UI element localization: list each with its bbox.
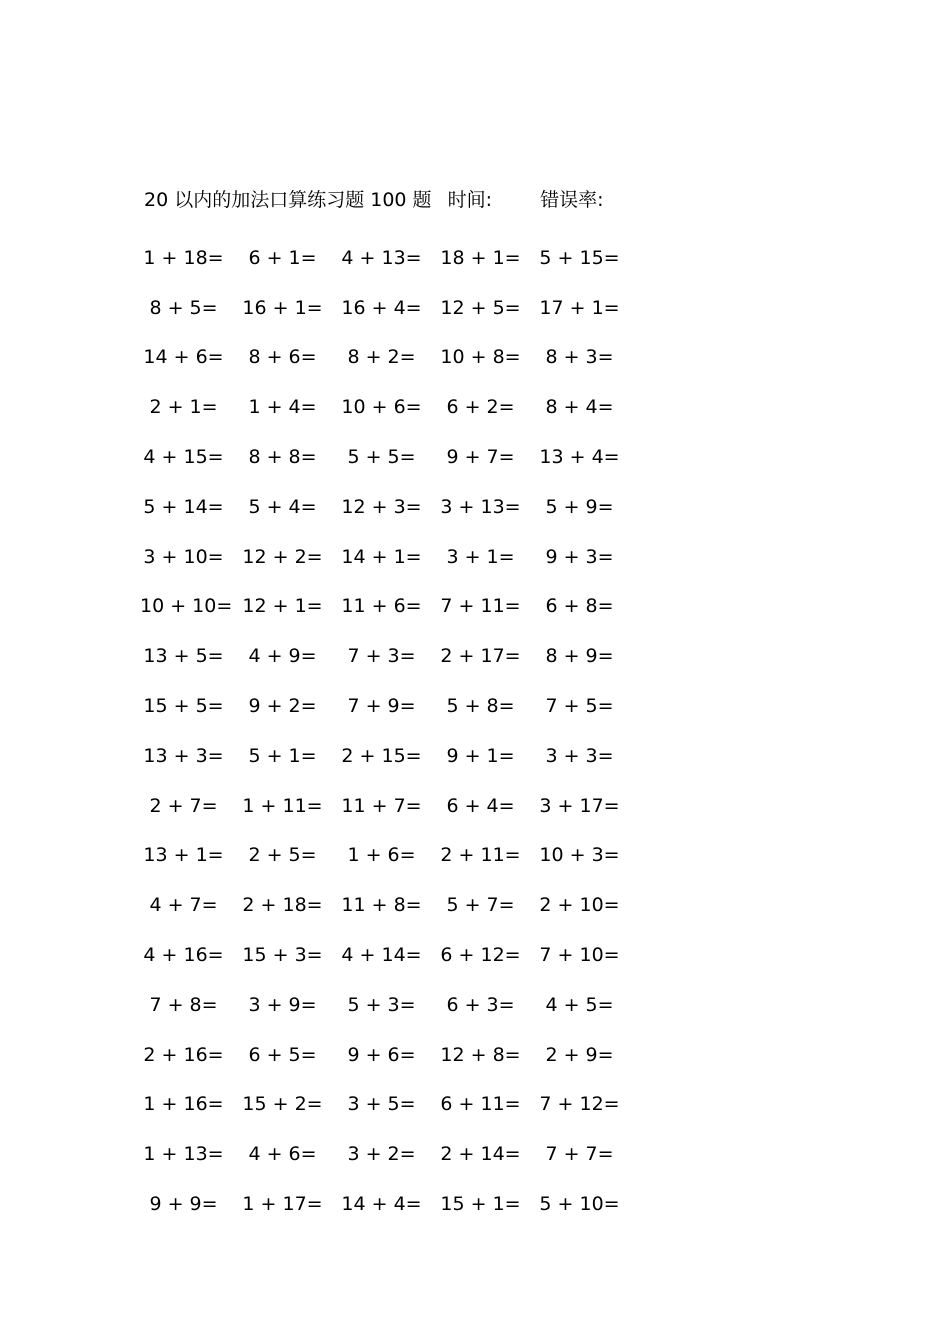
problem-cell: 15 + 1=	[440, 1193, 521, 1216]
problem-cell: 4 + 9=	[248, 645, 317, 668]
problem-cell: 1 + 13=	[143, 1143, 224, 1166]
problem-cell: 5 + 7=	[446, 894, 515, 917]
problem-cell: 12 + 8=	[440, 1043, 521, 1066]
problem-cell: 5 + 9=	[545, 495, 614, 518]
problem-cell: 6 + 12=	[440, 944, 521, 967]
problem-cell: 4 + 15=	[143, 446, 224, 469]
problem-cell: 5 + 15=	[539, 246, 620, 269]
problem-cell: 4 + 5=	[545, 993, 614, 1016]
problem-cell: 7 + 7=	[545, 1143, 614, 1166]
problem-cell: 8 + 6=	[248, 346, 317, 369]
problem-cell: 10 + 10=	[140, 595, 233, 618]
problem-cell: 1 + 16=	[143, 1093, 224, 1116]
problem-cell: 3 + 2=	[347, 1143, 416, 1166]
worksheet-title: 20 以内的加法口算练习题 100 题	[144, 189, 432, 211]
problem-cell: 9 + 1=	[446, 744, 515, 767]
problem-cell: 5 + 14=	[143, 495, 224, 518]
problem-cell: 4 + 6=	[248, 1143, 317, 1166]
problem-cell: 7 + 12=	[539, 1093, 620, 1116]
problem-cell: 7 + 5=	[545, 695, 614, 718]
problem-cell: 9 + 2=	[248, 695, 317, 718]
problem-cell: 1 + 17=	[242, 1193, 323, 1216]
problem-cell: 9 + 7=	[446, 446, 515, 469]
problem-cell: 15 + 3=	[242, 944, 323, 967]
problem-cell: 16 + 4=	[341, 296, 422, 319]
problem-cell: 18 + 1=	[440, 246, 521, 269]
problem-cell: 2 + 16=	[143, 1043, 224, 1066]
problem-row	[140, 482, 640, 532]
problem-cell: 10 + 3=	[539, 844, 620, 867]
problem-cell: 9 + 3=	[545, 545, 614, 568]
problem-cell: 6 + 3=	[446, 993, 515, 1016]
problem-cell: 5 + 8=	[446, 695, 515, 718]
problem-cell: 10 + 8=	[440, 346, 521, 369]
problem-cell: 6 + 1=	[248, 246, 317, 269]
problem-cell: 2 + 18=	[242, 894, 323, 917]
problem-cell: 8 + 5=	[149, 296, 218, 319]
problem-cell: 7 + 11=	[440, 595, 521, 618]
problem-cell: 3 + 13=	[440, 495, 521, 518]
problem-cell: 17 + 1=	[539, 296, 620, 319]
problem-row	[140, 333, 640, 383]
problem-row	[140, 781, 640, 831]
problem-cell: 6 + 4=	[446, 794, 515, 817]
problem-cell: 2 + 5=	[248, 844, 317, 867]
problem-cell: 13 + 5=	[143, 645, 224, 668]
problem-row	[140, 532, 640, 582]
problem-cell: 1 + 6=	[347, 844, 416, 867]
problem-cell: 2 + 17=	[440, 645, 521, 668]
problem-row	[140, 1179, 640, 1229]
problem-cell: 11 + 8=	[341, 894, 422, 917]
problem-cell: 7 + 3=	[347, 645, 416, 668]
problem-cell: 5 + 3=	[347, 993, 416, 1016]
problem-cell: 6 + 5=	[248, 1043, 317, 1066]
problem-cell: 15 + 5=	[143, 695, 224, 718]
problem-cell: 7 + 10=	[539, 944, 620, 967]
problem-cell: 15 + 2=	[242, 1093, 323, 1116]
problem-cell: 11 + 6=	[341, 595, 422, 618]
problem-row	[140, 1030, 640, 1080]
problem-cell: 1 + 4=	[248, 396, 317, 419]
problem-row	[140, 731, 640, 781]
problem-cell: 3 + 5=	[347, 1093, 416, 1116]
problem-cell: 9 + 9=	[149, 1193, 218, 1216]
problem-cell: 6 + 2=	[446, 396, 515, 419]
problem-cell: 8 + 2=	[347, 346, 416, 369]
problem-cell: 1 + 18=	[143, 246, 224, 269]
problem-row	[140, 681, 640, 731]
problem-cell: 2 + 7=	[149, 794, 218, 817]
problem-cell: 1 + 11=	[242, 794, 323, 817]
problem-cell: 2 + 14=	[440, 1143, 521, 1166]
problem-cell: 3 + 1=	[446, 545, 515, 568]
problem-cell: 9 + 6=	[347, 1043, 416, 1066]
problem-cell: 8 + 8=	[248, 446, 317, 469]
problem-cell: 2 + 15=	[341, 744, 422, 767]
problem-cell: 12 + 2=	[242, 545, 323, 568]
problem-cell: 3 + 3=	[545, 744, 614, 767]
problem-row	[140, 980, 640, 1030]
problem-cell: 5 + 4=	[248, 495, 317, 518]
problem-cell: 16 + 1=	[242, 296, 323, 319]
problem-cell: 14 + 4=	[341, 1193, 422, 1216]
problem-grid	[140, 233, 640, 1229]
problem-row	[140, 930, 640, 980]
problem-cell: 4 + 14=	[341, 944, 422, 967]
problem-cell: 12 + 1=	[242, 595, 323, 618]
problem-cell: 11 + 7=	[341, 794, 422, 817]
problem-cell: 4 + 13=	[341, 246, 422, 269]
problem-cell: 8 + 3=	[545, 346, 614, 369]
problem-row	[140, 233, 640, 283]
time-label: 时间:	[447, 189, 493, 211]
problem-row	[140, 1129, 640, 1179]
problem-cell: 3 + 10=	[143, 545, 224, 568]
problem-cell: 14 + 6=	[143, 346, 224, 369]
problem-cell: 8 + 9=	[545, 645, 614, 668]
problem-row	[140, 1080, 640, 1130]
problem-cell: 2 + 1=	[149, 396, 218, 419]
problem-cell: 12 + 5=	[440, 296, 521, 319]
problem-cell: 3 + 9=	[248, 993, 317, 1016]
error-rate-label: 错误率:	[540, 189, 604, 211]
problem-cell: 7 + 8=	[149, 993, 218, 1016]
problem-cell: 5 + 5=	[347, 446, 416, 469]
problem-cell: 2 + 9=	[545, 1043, 614, 1066]
problem-cell: 2 + 11=	[440, 844, 521, 867]
problem-row	[140, 382, 640, 432]
problem-cell: 4 + 16=	[143, 944, 224, 967]
problem-cell: 2 + 10=	[539, 894, 620, 917]
problem-cell: 13 + 4=	[539, 446, 620, 469]
problem-row	[140, 432, 640, 482]
problem-cell: 6 + 8=	[545, 595, 614, 618]
problem-row	[140, 631, 640, 681]
problem-cell: 13 + 1=	[143, 844, 224, 867]
worksheet-header	[144, 186, 603, 214]
problem-row	[140, 582, 640, 632]
problem-row	[140, 831, 640, 881]
problem-cell: 5 + 10=	[539, 1193, 620, 1216]
problem-cell: 6 + 11=	[440, 1093, 521, 1116]
problem-cell: 4 + 7=	[149, 894, 218, 917]
problem-row	[140, 880, 640, 930]
problem-cell: 12 + 3=	[341, 495, 422, 518]
problem-cell: 3 + 17=	[539, 794, 620, 817]
problem-row	[140, 283, 640, 333]
problem-cell: 13 + 3=	[143, 744, 224, 767]
problem-cell: 14 + 1=	[341, 545, 422, 568]
problem-cell: 8 + 4=	[545, 396, 614, 419]
problem-cell: 10 + 6=	[341, 396, 422, 419]
problem-cell: 5 + 1=	[248, 744, 317, 767]
problem-cell: 7 + 9=	[347, 695, 416, 718]
